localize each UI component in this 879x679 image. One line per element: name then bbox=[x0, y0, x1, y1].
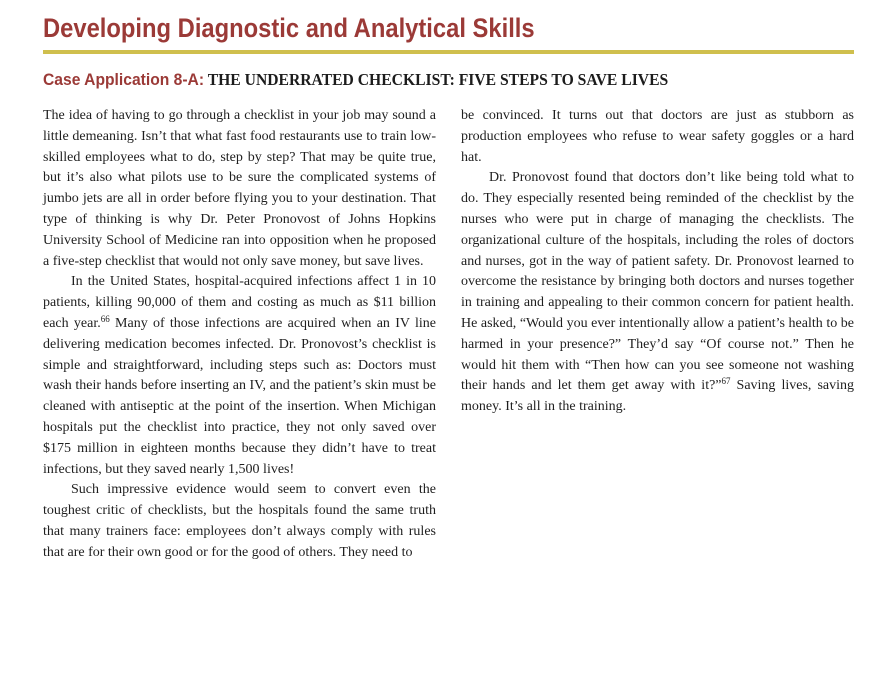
paragraph-4 bbox=[461, 168, 854, 418]
paragraph-2-end: Many of those infections are acquired when an IV line delivering medication becomes infected. Dr. Pronovost’s checklist is simple and straightforward, including steps such as: Doctors must wash their hands before inserting an IV, and the patient’s skin must be cleaned with antiseptic at the point of the insertion. When Michigan hospitals put the checklist into practice, they not only saved over $175 million in eighteen months because they didn’t have to treat infections, but they saved nearly 1,500 lives! bbox=[43, 315, 436, 477]
paragraph-3-start: Such impressive evidence would seem to convert even the toughest critic of checklists, but the hospitals found the same truth that many trainers face: employees don’t always comply with rules that are for their own good or for the good of others. They need to bbox=[43, 482, 436, 560]
case-title: THE UNDERRATED CHECKLIST: FIVE STEPS TO SAVE LIVES bbox=[207, 70, 669, 89]
paragraph-4-start: Dr. Pronovost found that doctors don’t like being told what to do. They especially resented being reminded of the checklist by the nurses who were put in charge of managing the checklists. The organizational culture of the hospitals, including the roles of doctors and nurses, got in the way of patient safety. Dr. Pronovost learned to overcome the resistance by bringing both doctors and nurses together in training and appealing to their common concern for patient health. He asked, “Would you ever intentionally allow a patient’s health to be harmed in your presence?” They’d say “Of course not.” Then he would hit them with “Then how can you see someone not washing their hands and let them get away with it?” bbox=[461, 170, 854, 394]
paragraph-4-end: Saving lives, saving money. It’s all in the training. bbox=[461, 378, 854, 415]
section-title: Developing Diagnostic and Analytical Skills bbox=[43, 13, 535, 43]
title-rule bbox=[43, 50, 854, 54]
footnote-ref-67: 67 bbox=[721, 376, 731, 387]
footnote-ref-66: 66 bbox=[100, 313, 110, 324]
right-column bbox=[461, 106, 854, 418]
paragraph-2 bbox=[43, 272, 436, 480]
paragraph-1: The idea of having to go through a checklist in your job may sound a little demeaning. Isn’t that what fast food restaurants use to train low-skilled employees what to do, step by step? That may be quite true, but it’s also what pilots use to be sure the complicated systems of jumbo jets are all in order before flying you to your destination. That type of thinking is why Dr. Peter Pronovost of Johns Hopkins University School of Medicine ran into opposition when he proposed a five-step checklist that would not only save money, but save lives. bbox=[43, 108, 436, 269]
case-label: Case Application 8-A: bbox=[43, 70, 205, 89]
paragraph-2-start: In the United States, hospital-acquired infections affect 1 in 10 patients, killing 90,000 of them and costing as much as $11 billion each year. bbox=[43, 274, 436, 331]
left-column bbox=[43, 106, 436, 564]
case-heading bbox=[43, 66, 668, 94]
paragraph-3-continued: be convinced. It turns out that doctors are just as stubborn as production employees who refuse to wear safety goggles or a hard hat. bbox=[461, 108, 854, 165]
